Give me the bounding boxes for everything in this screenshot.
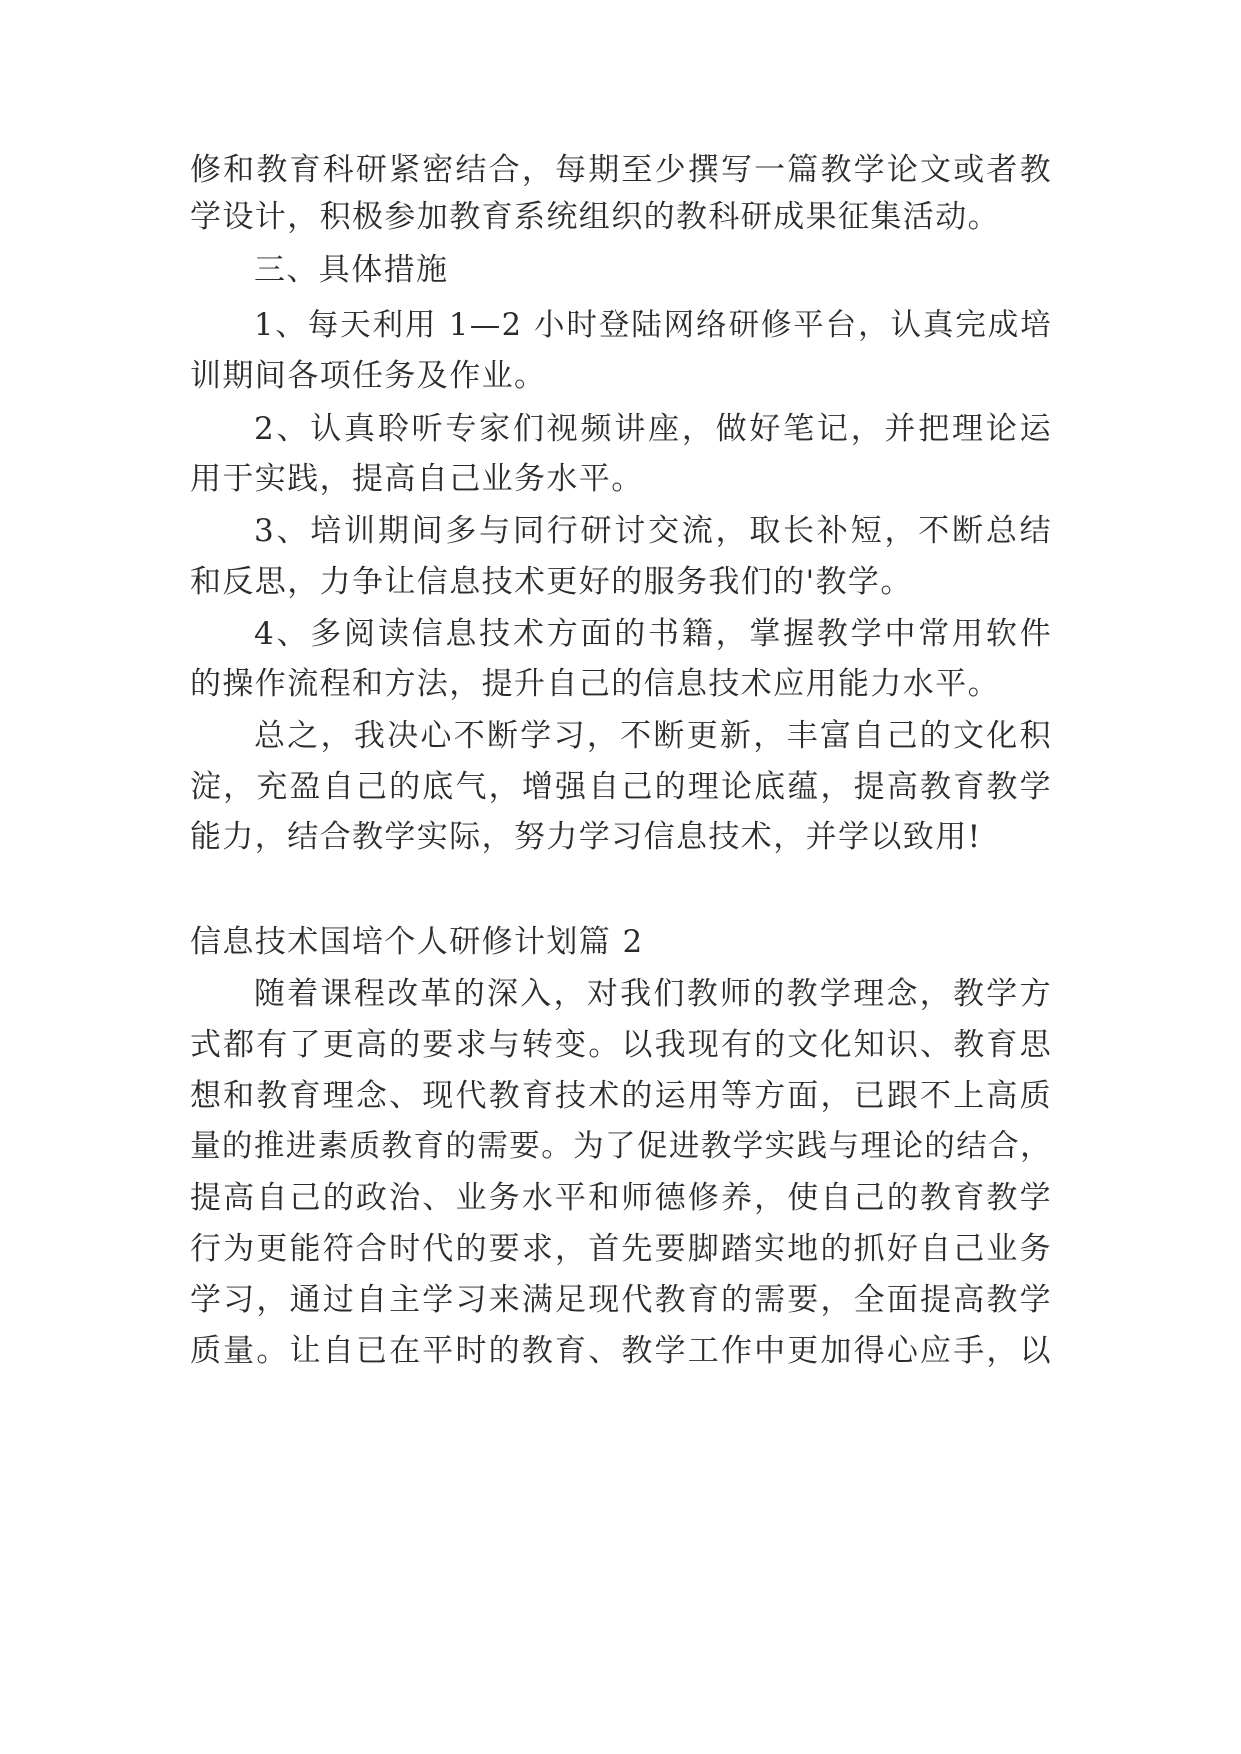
paragraph-line: 提高自己的政治、业务水平和师德修养，使自己的教育教学	[190, 1180, 1052, 1216]
paragraph-line: 用于实践，提高自己业务水平。	[190, 461, 644, 497]
paragraph-line: 学习，通过自主学习来满足现代教育的需要，全面提高教学	[190, 1282, 1052, 1318]
paragraph-line: 的操作流程和方法，提升自己的信息技术应用能力水平。	[190, 666, 1000, 702]
paragraph-line: 能力，结合教学实际，努力学习信息技术，并学以致用!	[190, 819, 982, 855]
paragraph-line: 训期间各项任务及作业。	[190, 358, 547, 394]
section-heading: 三、具体措施	[254, 252, 449, 288]
paragraph-line: 学设计，积极参加教育系统组织的教科研成果征集活动。	[190, 199, 1000, 235]
paragraph-line: 量的推进素质教育的需要。为了促进教学实践与理论的结合，	[190, 1129, 1052, 1164]
paragraph-line: 淀，充盈自己的底气，增强自己的理论底蕴，提高教育教学	[190, 769, 1052, 805]
paragraph-line: 想和教育理念、现代教育技术的运用等方面，已跟不上高质	[190, 1078, 1052, 1114]
paragraph-line: 3、培训期间多与同行研讨交流，取长补短，不断总结	[254, 513, 1052, 549]
paragraph-line: 和反思，力争让信息技术更好的服务我们的'教学。	[190, 564, 913, 600]
paragraph-line: 随着课程改革的深入，对我们教师的教学理念，教学方	[254, 976, 1052, 1012]
paragraph-line: 行为更能符合时代的要求，首先要脚踏实地的抓好自己业务	[190, 1231, 1052, 1267]
paragraph-line: 总之，我决心不断学习，不断更新，丰富自己的文化积	[254, 718, 1052, 754]
paragraph-line: 4、多阅读信息技术方面的书籍，掌握教学中常用软件	[254, 616, 1052, 652]
section-title: 信息技术国培个人研修计划篇 2	[190, 924, 644, 960]
paragraph-line: 式都有了更高的要求与转变。以我现有的文化知识、教育思	[190, 1027, 1052, 1063]
paragraph-line: 2、认真聆听专家们视频讲座，做好笔记，并把理论运	[254, 411, 1052, 447]
paragraph-line: 1、每天利用 1—2 小时登陆网络研修平台，认真完成培	[254, 308, 1052, 343]
paragraph-line: 质量。让自已在平时的教育、教学工作中更加得心应手，以	[190, 1333, 1052, 1369]
paragraph-line: 修和教育科研紧密结合，每期至少撰写一篇教学论文或者教	[190, 152, 1052, 188]
